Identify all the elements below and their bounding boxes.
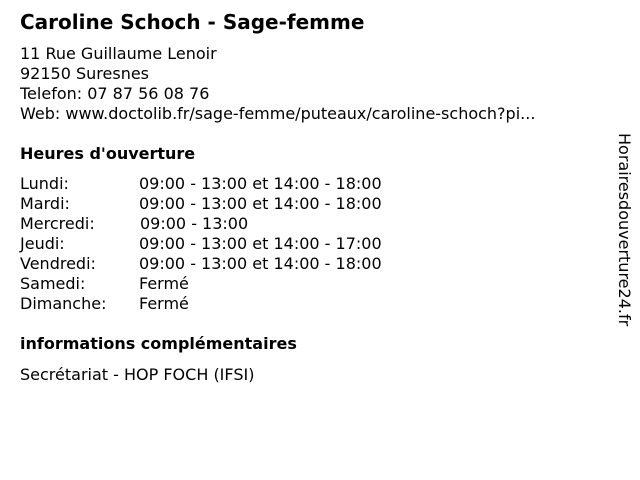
time-range: 09:00 - 13:00 et 14:00 - 18:00 [139, 174, 382, 193]
day-label: Samedi: [20, 274, 86, 293]
opening-hours-heading: Heures d'ouverture [20, 144, 196, 163]
time-range: Fermé [139, 274, 189, 293]
website-link[interactable]: Web: www.doctolib.fr/sage-femme/puteaux/caroline-schoch?pi... [20, 104, 536, 123]
day-label: Lundi: [20, 174, 69, 193]
city-postcode: 92150 Suresnes [20, 64, 150, 83]
page-title: Caroline Schoch - Sage-femme [20, 10, 365, 34]
time-range: 09:00 - 13:00 et 14:00 - 18:00 [139, 194, 382, 213]
street-address: 11 Rue Guillaume Lenoir [20, 44, 217, 63]
day-label: Dimanche: [20, 294, 107, 313]
site-watermark: Horairesdouverture24.fr [615, 133, 634, 327]
additional-info-text: Secrétariat - HOP FOCH (IFSI) [20, 365, 255, 384]
day-label: Vendredi: [20, 254, 96, 273]
time-range: 09:00 - 13:00 et 14:00 - 18:00 [139, 254, 382, 273]
address-block [20, 44, 535, 124]
time-range: Fermé [139, 294, 189, 313]
day-label: Mercredi: [20, 214, 95, 233]
additional-info-heading: informations complémentaires [20, 334, 297, 353]
day-label: Mardi: [20, 194, 70, 213]
phone-number: Telefon: 07 87 56 08 76 [20, 84, 210, 103]
time-range: 09:00 - 13:00 [140, 214, 249, 233]
day-label: Jeudi: [20, 234, 65, 253]
time-range: 09:00 - 13:00 et 14:00 - 17:00 [139, 234, 382, 253]
